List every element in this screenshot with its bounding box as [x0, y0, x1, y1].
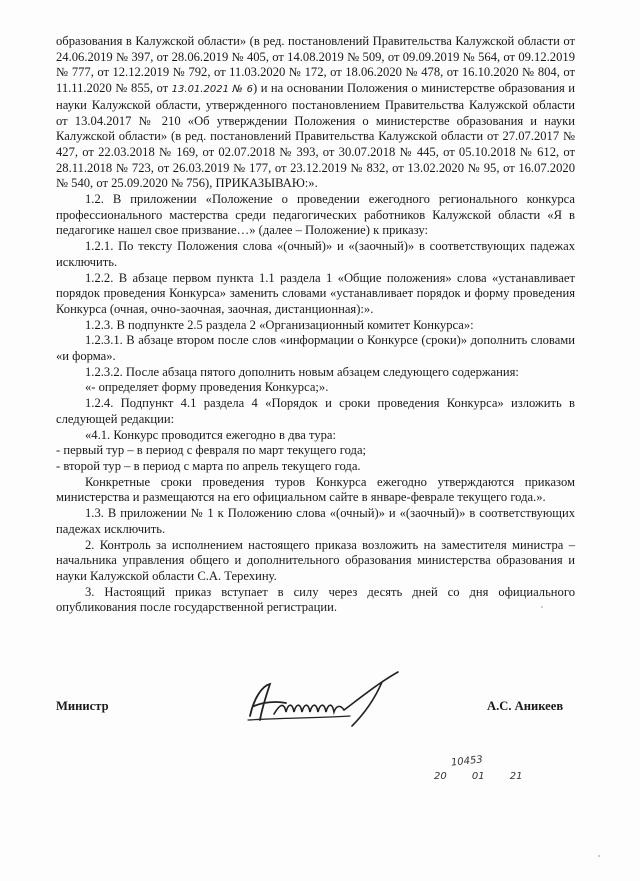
- paragraph-2: 2. Контроль за исполнением настоящего приказа возложить на заместителя министра – начальника управления общего и дополнительного образования министерства образования и науки Калужской области С.А. Терехину.: [56, 537, 575, 583]
- handwritten-registration-date: 20 01 21: [434, 771, 523, 782]
- document-body: [56, 34, 575, 616]
- scan-speck: [598, 855, 600, 857]
- scan-speck: [541, 606, 543, 608]
- handwritten-date: 13.01.2021: [171, 84, 229, 96]
- paragraph-1-2-1: 1.2.1. По тексту Положения слова «(очный)» и «(заочный)» в соответствующих падежах исключить.: [56, 239, 575, 269]
- handwritten-signature: [240, 668, 415, 730]
- paragraph-1-2-3-1: 1.2.3.1. В абзаце втором после слов «информации о Конкурсе (сроки)» дополнить словами «и форма».: [56, 333, 575, 364]
- paragraph-new-clause: «- определяет форму проведения Конкурса;».: [85, 380, 329, 395]
- signer-position: Министр: [56, 699, 109, 713]
- paragraph-4-1: «4.1. Конкурс проводится ежегодно в два тура:: [85, 427, 337, 442]
- paragraph-1-2-4: 1.2.4. Подпункт 4.1 раздела 4 «Порядок и сроки проведения Конкурса» изложить в следующей редакции:: [56, 396, 575, 426]
- paragraph-preamble: [56, 34, 575, 192]
- signer-name: А.С. Аникеев: [487, 699, 564, 713]
- handwritten-order-number: № 6: [232, 84, 254, 96]
- preamble-text: образования в Калужской области» (в ред. постановлений Правительства Калужской области от 24.06.2019 № 397, от 28.06.2019 № 405, от 14.08.2019 № 509, от 09.09.2019 № 564, от 09.12.2019 № 777, от 12.12.2019 № 792, от 11.03.2020 № 172, от 18.06.2020 № 478, от 16.10.2020 № 804, от 11.11.2020 № 855, от: [56, 34, 575, 96]
- paragraph-1-2-3: 1.2.3. В подпункте 2.5 раздела 2 «Организационный комитет Конкурса»:: [85, 317, 474, 332]
- paragraph-schedule: Конкретные сроки проведения туров Конкурса ежегодно утверждаются приказом министерства и размещаются на его официальном сайте в январе-феврале текущего года.».: [56, 474, 575, 505]
- paragraph-second-round: - второй тур – в период с марта по апрель текущего года.: [56, 458, 361, 473]
- paragraph-1-3: 1.3. В приложении № 1 к Положению слова «(очный)» и «(заочный)» в соответствующих падежах исключить.: [56, 506, 575, 536]
- paragraph-1-2-3-2: 1.2.3.2. После абзаца пятого дополнить новым абзацем следующего содержания:: [85, 364, 519, 379]
- paragraph-first-round: - первый тур – в период с февраля по март текущего года;: [56, 443, 367, 458]
- paragraph-3: 3. Настоящий приказ вступает в силу через десять дней со дня официального опубликования после государственной регистрации.: [56, 584, 575, 615]
- paragraph-1-2: 1.2. В приложении «Положение о проведении ежегодного регионального конкурса профессионального мастерства среди педагогических работников Калужской области «Я в педагогике нашел свое призвание…» (далее – Положение) к приказу:: [56, 192, 575, 238]
- preamble-text-continued: ) и на основании Положения о министерстве образования и науки Калужской области, утвержденного постановлением Правительства Калужской области от 13.04.2017 № 210 «Об утверждении Положения о министерстве образования и науки Калужской области» (в ред. постановлений Правительства Калужской области от 27.07.2017 № 427, от 22.03.2018 № 169, от 02.07.2018 № 393, от 30.07.2018 № 445, от 05.10.2018 № 612, от 28.11.2018 № 723, от 26.03.2019 № 177, от 23.12.2019 № 832, от 13.02.2020 № 95, от 16.07.2020 № 540, от 25.09.2020 № 756), ПРИКАЗЫВАЮ:».: [56, 81, 576, 191]
- handwritten-registration-number: 10453: [450, 754, 484, 769]
- paragraph-1-2-2: 1.2.2. В абзаце первом пункта 1.1 раздела 1 «Общие положения» слова «устанавливает порядок проведения Конкурса» заменить словами «устанавливает порядок и форму проведения Конкурса (очная, очно-заочная, заочная, дистанционная):».: [56, 270, 575, 316]
